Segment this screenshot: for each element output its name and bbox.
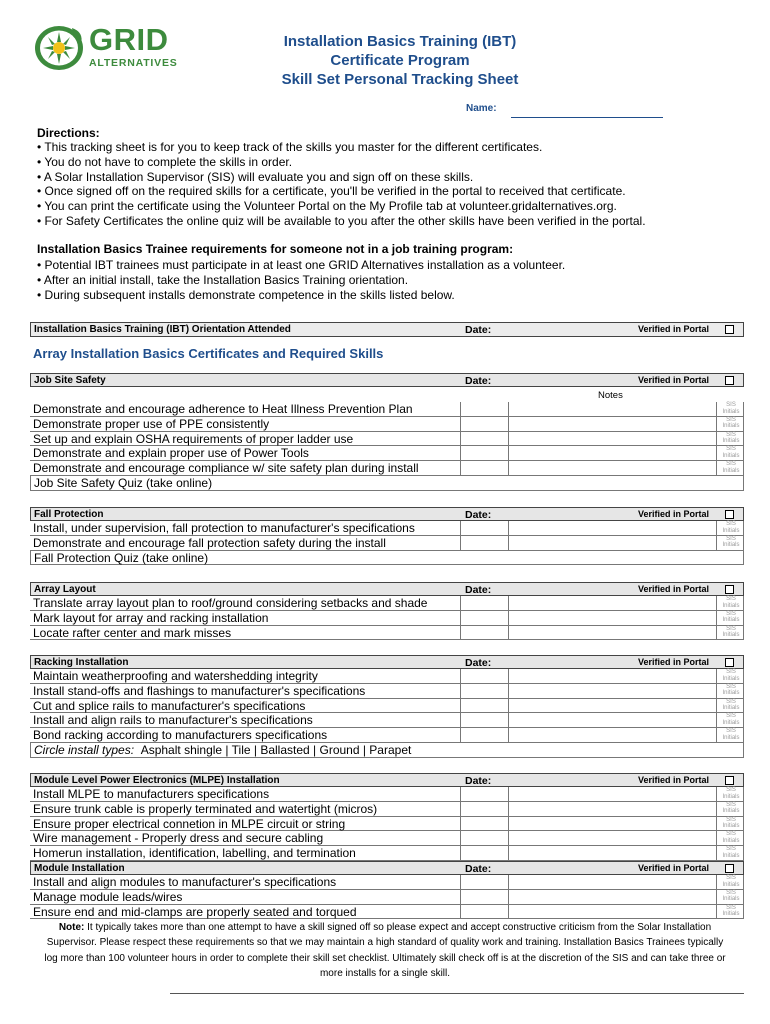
- sis-hint-initials: Initials: [722, 602, 740, 609]
- note-bold-label: Note:: [58, 922, 85, 933]
- directions-list: [37, 140, 737, 229]
- sis-hint-sis: SIS: [726, 889, 736, 896]
- section-title: Module Installation: [34, 863, 125, 874]
- skill-text: Install and align modules to manufacturer's specifications: [33, 875, 337, 889]
- orientation-label: Installation Basics Training (IBT) Orientation Attended: [34, 324, 291, 335]
- skill-text: Ensure trunk cable is properly terminated and watertight (micros): [33, 801, 378, 816]
- direction-item: • You do not have to complete the skills in order.: [37, 154, 293, 169]
- section-verified-checkbox[interactable]: [725, 510, 734, 519]
- skill-row: [30, 669, 744, 684]
- skill-date-cell[interactable]: [460, 521, 508, 535]
- sis-hint-initials: Initials: [722, 896, 740, 903]
- sis-hint-initials: Initials: [722, 852, 740, 859]
- skill-notes-cell[interactable]: [508, 521, 716, 535]
- sis-hint-initials: Initials: [722, 837, 740, 844]
- sis-initials-hint: [719, 802, 743, 815]
- sis-initials-hint: [719, 831, 743, 844]
- skill-notes-cell[interactable]: [508, 817, 716, 831]
- install-types-values[interactable]: Asphalt shingle | Tile | Ballasted | Ground | Parapet: [140, 742, 412, 757]
- sis-hint-initials: Initials: [722, 527, 740, 534]
- skill-text: Set up and explain OSHA requirements of proper ladder use: [33, 431, 354, 446]
- sis-initials-cell[interactable]: [716, 626, 744, 640]
- section-date-label: Date:: [465, 509, 492, 521]
- sis-initials-hint: [719, 890, 743, 903]
- section-verified-label: Verified in Portal: [637, 584, 709, 594]
- sis-hint-initials: Initials: [722, 617, 740, 624]
- skill-date-cell[interactable]: [460, 846, 508, 860]
- skill-row: [30, 446, 744, 461]
- section-date-label: Date:: [465, 375, 492, 387]
- skill-text: Translate array layout plan to roof/ground considering setbacks and shade: [33, 596, 428, 610]
- skill-section: [30, 507, 744, 565]
- skill-row: [30, 817, 744, 832]
- skill-date-cell[interactable]: [460, 432, 508, 446]
- section-header: [30, 373, 744, 387]
- skill-text: Wire management - Properly dress and secure cabling: [33, 831, 324, 846]
- sis-hint-initials: Initials: [722, 734, 740, 741]
- direction-item: • Once signed off on the required skills for a certificate, you'll be verified in the portal to received that certificate.: [37, 184, 626, 199]
- skill-text: Install, under supervision, fall protection to manufacturer's specifications: [33, 521, 415, 535]
- skill-text: Demonstrate and encourage fall protection safety during the install: [33, 535, 386, 550]
- sis-initials-cell[interactable]: [716, 521, 744, 535]
- logo-subtitle: ALTERNATIVES: [89, 57, 178, 69]
- sis-initials-hint: [719, 596, 743, 609]
- skill-notes-cell[interactable]: [508, 728, 716, 742]
- skill-notes-cell[interactable]: [508, 846, 716, 860]
- sis-hint-sis: SIS: [726, 669, 736, 675]
- skill-notes-cell[interactable]: [508, 461, 716, 475]
- skill-date-cell[interactable]: [460, 669, 508, 683]
- sis-initials-hint: [719, 669, 743, 682]
- direction-item: • A Solar Installation Supervisor (SIS) will evaluate you and sign off on these skills.: [37, 169, 474, 184]
- section-title: Job Site Safety: [34, 375, 106, 386]
- sis-initials-cell[interactable]: [716, 728, 744, 742]
- sis-hint-sis: SIS: [726, 625, 736, 632]
- skill-date-cell[interactable]: [460, 417, 508, 431]
- sis-hint-sis: SIS: [726, 713, 736, 720]
- skill-notes-cell[interactable]: [508, 402, 716, 416]
- orientation-verified-checkbox[interactable]: [725, 325, 734, 334]
- skill-text: Demonstrate and encourage adherence to Heat Illness Prevention Plan: [33, 402, 413, 416]
- skill-date-cell[interactable]: [460, 728, 508, 742]
- direction-item: • For Safety Certificates the online quiz will be available to you after the other skills have been verified in the portal.: [37, 213, 646, 228]
- sun-leaf-icon: [32, 22, 88, 74]
- skill-date-cell[interactable]: [460, 905, 508, 919]
- sis-initials-cell[interactable]: [716, 831, 744, 845]
- sis-hint-sis: SIS: [726, 831, 736, 838]
- sis-hint-initials: Initials: [722, 542, 740, 549]
- section-header: [30, 861, 744, 875]
- sis-initials-cell[interactable]: [716, 446, 744, 460]
- sis-hint-sis: SIS: [726, 416, 736, 423]
- skill-notes-cell[interactable]: [508, 890, 716, 904]
- sis-initials-cell[interactable]: [716, 669, 744, 683]
- section-header: [30, 655, 744, 669]
- sis-hint-initials: Initials: [722, 808, 740, 815]
- logo-word: GRID: [89, 22, 169, 57]
- skill-row: [30, 728, 744, 743]
- skill-row: [30, 890, 744, 905]
- sis-initials-hint: [719, 817, 743, 830]
- sis-initials-cell[interactable]: [716, 536, 744, 550]
- sis-initials-cell[interactable]: [716, 699, 744, 713]
- skill-row: [30, 536, 744, 551]
- sis-initials-hint: [719, 461, 743, 474]
- section-header: [30, 507, 744, 521]
- name-label: Name:: [466, 103, 497, 114]
- skill-row: [30, 699, 744, 714]
- section-title: Racking Installation: [34, 657, 129, 668]
- skill-date-cell[interactable]: [460, 817, 508, 831]
- sis-hint-initials: Initials: [722, 438, 740, 445]
- quiz-row: [30, 551, 744, 566]
- sis-hint-sis: SIS: [726, 535, 736, 542]
- sis-hint-sis: SIS: [726, 596, 736, 602]
- direction-item: • This tracking sheet is for you to keep track of the skills you master for the different certificates.: [37, 140, 543, 154]
- sis-hint-initials: Initials: [722, 881, 740, 888]
- skill-section: [30, 373, 744, 491]
- sis-initials-hint: [719, 713, 743, 726]
- skill-section: [30, 582, 744, 640]
- skill-date-cell[interactable]: [460, 713, 508, 727]
- requirement-item: • During subsequent installs demonstrate competence in the skills listed below.: [37, 287, 455, 302]
- skill-notes-cell[interactable]: [508, 699, 716, 713]
- orientation-row: [30, 322, 744, 337]
- skill-row: [30, 684, 744, 699]
- sis-hint-initials: Initials: [722, 823, 740, 830]
- sis-hint-sis: SIS: [726, 728, 736, 735]
- sis-initials-cell[interactable]: [716, 684, 744, 698]
- sis-hint-sis: SIS: [726, 521, 736, 527]
- skill-notes-cell[interactable]: [508, 787, 716, 801]
- grid-alternatives-logo: [32, 22, 178, 74]
- skill-notes-cell[interactable]: [508, 596, 716, 610]
- sis-initials-hint: [719, 728, 743, 741]
- sis-hint-initials: Initials: [722, 793, 740, 800]
- section-verified-label: Verified in Portal: [637, 375, 709, 385]
- sis-hint-sis: SIS: [726, 446, 736, 453]
- sis-initials-cell[interactable]: [716, 461, 744, 475]
- sis-initials-hint: [719, 536, 743, 549]
- skill-row: [30, 787, 744, 802]
- section-verified-checkbox[interactable]: [725, 376, 734, 385]
- section-title: Fall Protection: [34, 509, 104, 520]
- skill-text: Install and align rails to manufacturer's specifications: [33, 713, 313, 728]
- install-types-label: Circle install types:: [34, 742, 135, 757]
- skill-notes-cell[interactable]: [508, 417, 716, 431]
- sis-hint-initials: Initials: [722, 467, 740, 474]
- section-verified-checkbox[interactable]: [725, 864, 734, 873]
- sis-hint-sis: SIS: [726, 402, 736, 408]
- skill-row: [30, 875, 744, 890]
- skill-text: Cut and splice rails to manufacturer's specifications: [33, 698, 306, 713]
- skill-row: [30, 402, 744, 417]
- skill-text: Maintain weatherproofing and watershedding integrity: [33, 669, 318, 683]
- sis-initials-hint: [719, 432, 743, 445]
- sis-initials-cell[interactable]: [716, 846, 744, 860]
- sis-hint-initials: Initials: [722, 911, 740, 918]
- sis-initials-hint: [719, 905, 743, 918]
- title-line-2: Certificate Program: [330, 52, 470, 69]
- sis-hint-initials: Initials: [722, 423, 740, 430]
- skill-date-cell[interactable]: [460, 684, 508, 698]
- section-header: [30, 773, 744, 787]
- sis-initials-cell[interactable]: [716, 432, 744, 446]
- skill-date-cell[interactable]: [460, 699, 508, 713]
- section-verified-checkbox[interactable]: [725, 658, 734, 667]
- skill-row: [30, 846, 744, 861]
- sis-hint-initials: Initials: [722, 632, 740, 639]
- sis-initials-hint: [719, 699, 743, 712]
- orientation-date-label: Date:: [465, 324, 492, 336]
- skill-date-cell[interactable]: [460, 802, 508, 816]
- section-verified-checkbox[interactable]: [725, 585, 734, 594]
- sis-initials-hint: [719, 611, 743, 624]
- skill-row: [30, 432, 744, 447]
- sis-initials-hint: [719, 626, 743, 639]
- sis-hint-sis: SIS: [726, 904, 736, 911]
- section-header: [30, 582, 744, 596]
- skill-text: Mark layout for array and racking installation: [33, 610, 269, 625]
- skill-row: [30, 521, 744, 536]
- skill-section: [30, 861, 744, 919]
- skill-text: Demonstrate proper use of PPE consistently: [33, 416, 270, 431]
- signature-line[interactable]: [170, 993, 744, 994]
- sis-hint-initials: Initials: [722, 408, 740, 415]
- section-verified-checkbox[interactable]: [725, 776, 734, 785]
- skill-notes-cell[interactable]: [508, 611, 716, 625]
- skill-notes-cell[interactable]: [508, 802, 716, 816]
- sis-hint-sis: SIS: [726, 875, 736, 881]
- notes-header-spacer: [30, 387, 744, 402]
- skill-section: [30, 655, 744, 758]
- skill-date-cell[interactable]: [460, 536, 508, 550]
- sis-initials-cell[interactable]: [716, 611, 744, 625]
- skill-text: Homerun installation, identification, labelling, and termination: [33, 846, 356, 861]
- skill-notes-cell[interactable]: [508, 626, 716, 640]
- sis-initials-cell[interactable]: [716, 905, 744, 919]
- sis-initials-hint: [719, 846, 743, 859]
- skill-text: Demonstrate and encourage compliance w/ site safety plan during install: [33, 461, 419, 476]
- array-section-title: Array Installation Basics Certificates and Required Skills: [33, 346, 384, 361]
- sis-hint-initials: Initials: [722, 705, 740, 712]
- name-field[interactable]: [511, 117, 663, 118]
- orientation-verified-label: Verified in Portal: [637, 324, 709, 334]
- sis-hint-initials: Initials: [722, 719, 740, 726]
- title-line-3: Skill Set Personal Tracking Sheet: [281, 71, 519, 88]
- skill-notes-cell[interactable]: [508, 432, 716, 446]
- requirements-list: [37, 258, 737, 302]
- sis-initials-cell[interactable]: [716, 713, 744, 727]
- sis-initials-cell[interactable]: [716, 817, 744, 831]
- install-types-text: [34, 743, 411, 758]
- skill-date-cell[interactable]: [460, 787, 508, 801]
- section-date-label: Date:: [465, 863, 492, 875]
- section-verified-label: Verified in Portal: [637, 775, 709, 785]
- skill-row: [30, 417, 744, 432]
- sis-hint-sis: SIS: [726, 787, 736, 793]
- skill-notes-cell[interactable]: [508, 713, 716, 727]
- skill-row: [30, 713, 744, 728]
- sis-hint-initials: Initials: [722, 452, 740, 459]
- note-text: It typically takes more than one attempt to have a skill signed off so please expect and accept constructive criticism from the Solar Installation Supervisor. Please respect these requirements so that we may maintain a high standard of quality work and training. Installation Basics Trainees typically log more than 100 volunteer hours in order to complete their skill set checklist. Ultimately skill check off is at the discretion of the SIS and can take three or more installs for a single skill.: [44, 922, 726, 979]
- sis-hint-sis: SIS: [726, 846, 736, 853]
- sis-hint-sis: SIS: [726, 431, 736, 438]
- section-title: Module Level Power Electronics (MLPE) Installation: [34, 775, 280, 786]
- skill-notes-cell[interactable]: [508, 536, 716, 550]
- skill-date-cell[interactable]: [460, 890, 508, 904]
- skill-date-cell[interactable]: [460, 461, 508, 475]
- skill-row: [30, 905, 744, 920]
- sis-initials-cell[interactable]: [716, 802, 744, 816]
- section-verified-label: Verified in Portal: [637, 863, 709, 873]
- skill-text: Ensure end and mid-clamps are properly seated and torqued: [33, 904, 357, 919]
- section-date-label: Date:: [465, 775, 492, 787]
- skill-text: Demonstrate and explain proper use of Power Tools: [33, 446, 309, 461]
- install-types-row: [30, 743, 744, 758]
- sis-hint-sis: SIS: [726, 683, 736, 690]
- sis-initials-hint: [719, 684, 743, 697]
- sis-initials-hint: [719, 787, 743, 800]
- sis-initials-cell[interactable]: [716, 890, 744, 904]
- directions-title: Directions:: [37, 126, 100, 140]
- sis-hint-sis: SIS: [726, 610, 736, 617]
- quiz-text: Fall Protection Quiz (take online): [34, 550, 209, 565]
- skill-notes-cell[interactable]: [508, 669, 716, 683]
- notes-column-label: Notes: [598, 390, 623, 401]
- sis-hint-initials: Initials: [722, 690, 740, 697]
- skill-notes-cell[interactable]: [508, 875, 716, 889]
- requirement-item: • After an initial install, take the Installation Basics Training orientation.: [37, 272, 409, 287]
- requirement-item: • Potential IBT trainees must participate in at least one GRID Alternatives installation as a volunteer.: [37, 258, 566, 272]
- skill-section: [30, 773, 744, 861]
- section-title: Array Layout: [34, 584, 96, 595]
- sis-hint-initials: Initials: [722, 675, 740, 682]
- sis-initials-cell[interactable]: [716, 402, 744, 416]
- skill-date-cell[interactable]: [460, 402, 508, 416]
- skill-text: Install MLPE to manufacturers specifications: [33, 787, 270, 801]
- skill-date-cell[interactable]: [460, 446, 508, 460]
- requirements-title: Installation Basics Trainee requirements for someone not in a job training program:: [37, 242, 514, 256]
- sis-hint-sis: SIS: [726, 816, 736, 823]
- skill-text: Bond racking according to manufacturers specifications: [33, 728, 328, 743]
- skill-text: Ensure proper electrical connetion in MLPE circuit or string: [33, 816, 346, 831]
- direction-item: • You can print the certificate using the Volunteer Portal on the My Profile tab at volunteer.gridalternatives.org.: [37, 199, 617, 214]
- section-verified-label: Verified in Portal: [637, 657, 709, 667]
- skill-date-cell[interactable]: [460, 596, 508, 610]
- skill-row: [30, 461, 744, 476]
- sis-initials-cell[interactable]: [716, 596, 744, 610]
- skill-date-cell[interactable]: [460, 831, 508, 845]
- sis-hint-sis: SIS: [726, 698, 736, 705]
- title-line-1: Installation Basics Training (IBT): [283, 33, 517, 50]
- skill-row: [30, 626, 744, 641]
- sis-hint-sis: SIS: [726, 461, 736, 468]
- skill-date-cell[interactable]: [460, 626, 508, 640]
- sis-hint-sis: SIS: [726, 801, 736, 808]
- sis-initials-hint: [719, 875, 743, 888]
- section-verified-label: Verified in Portal: [637, 509, 709, 519]
- sis-initials-cell[interactable]: [716, 417, 744, 431]
- sis-initials-hint: [719, 521, 743, 534]
- note-paragraph: [40, 920, 730, 981]
- section-date-label: Date:: [465, 657, 492, 669]
- sis-initials-cell[interactable]: [716, 787, 744, 801]
- section-date-label: Date:: [465, 584, 492, 596]
- skill-text: Install stand-offs and flashings to manufacturer's specifications: [33, 683, 366, 698]
- skill-date-cell[interactable]: [460, 875, 508, 889]
- skill-row: [30, 831, 744, 846]
- skill-row: [30, 611, 744, 626]
- skill-notes-cell[interactable]: [508, 684, 716, 698]
- skill-row: [30, 596, 744, 611]
- skill-text: Manage module leads/wires: [33, 889, 183, 904]
- quiz-text: Job Site Safety Quiz (take online): [34, 475, 213, 490]
- skill-text: Locate rafter center and mark misses: [33, 625, 232, 640]
- skill-notes-cell[interactable]: [508, 905, 716, 919]
- sis-initials-hint: [719, 446, 743, 459]
- skill-notes-cell[interactable]: [508, 831, 716, 845]
- skill-row: [30, 802, 744, 817]
- skill-notes-cell[interactable]: [508, 446, 716, 460]
- skill-date-cell[interactable]: [460, 611, 508, 625]
- sis-initials-cell[interactable]: [716, 875, 744, 889]
- sis-initials-hint: [719, 417, 743, 430]
- sis-initials-hint: [719, 402, 743, 415]
- quiz-row: [30, 476, 744, 491]
